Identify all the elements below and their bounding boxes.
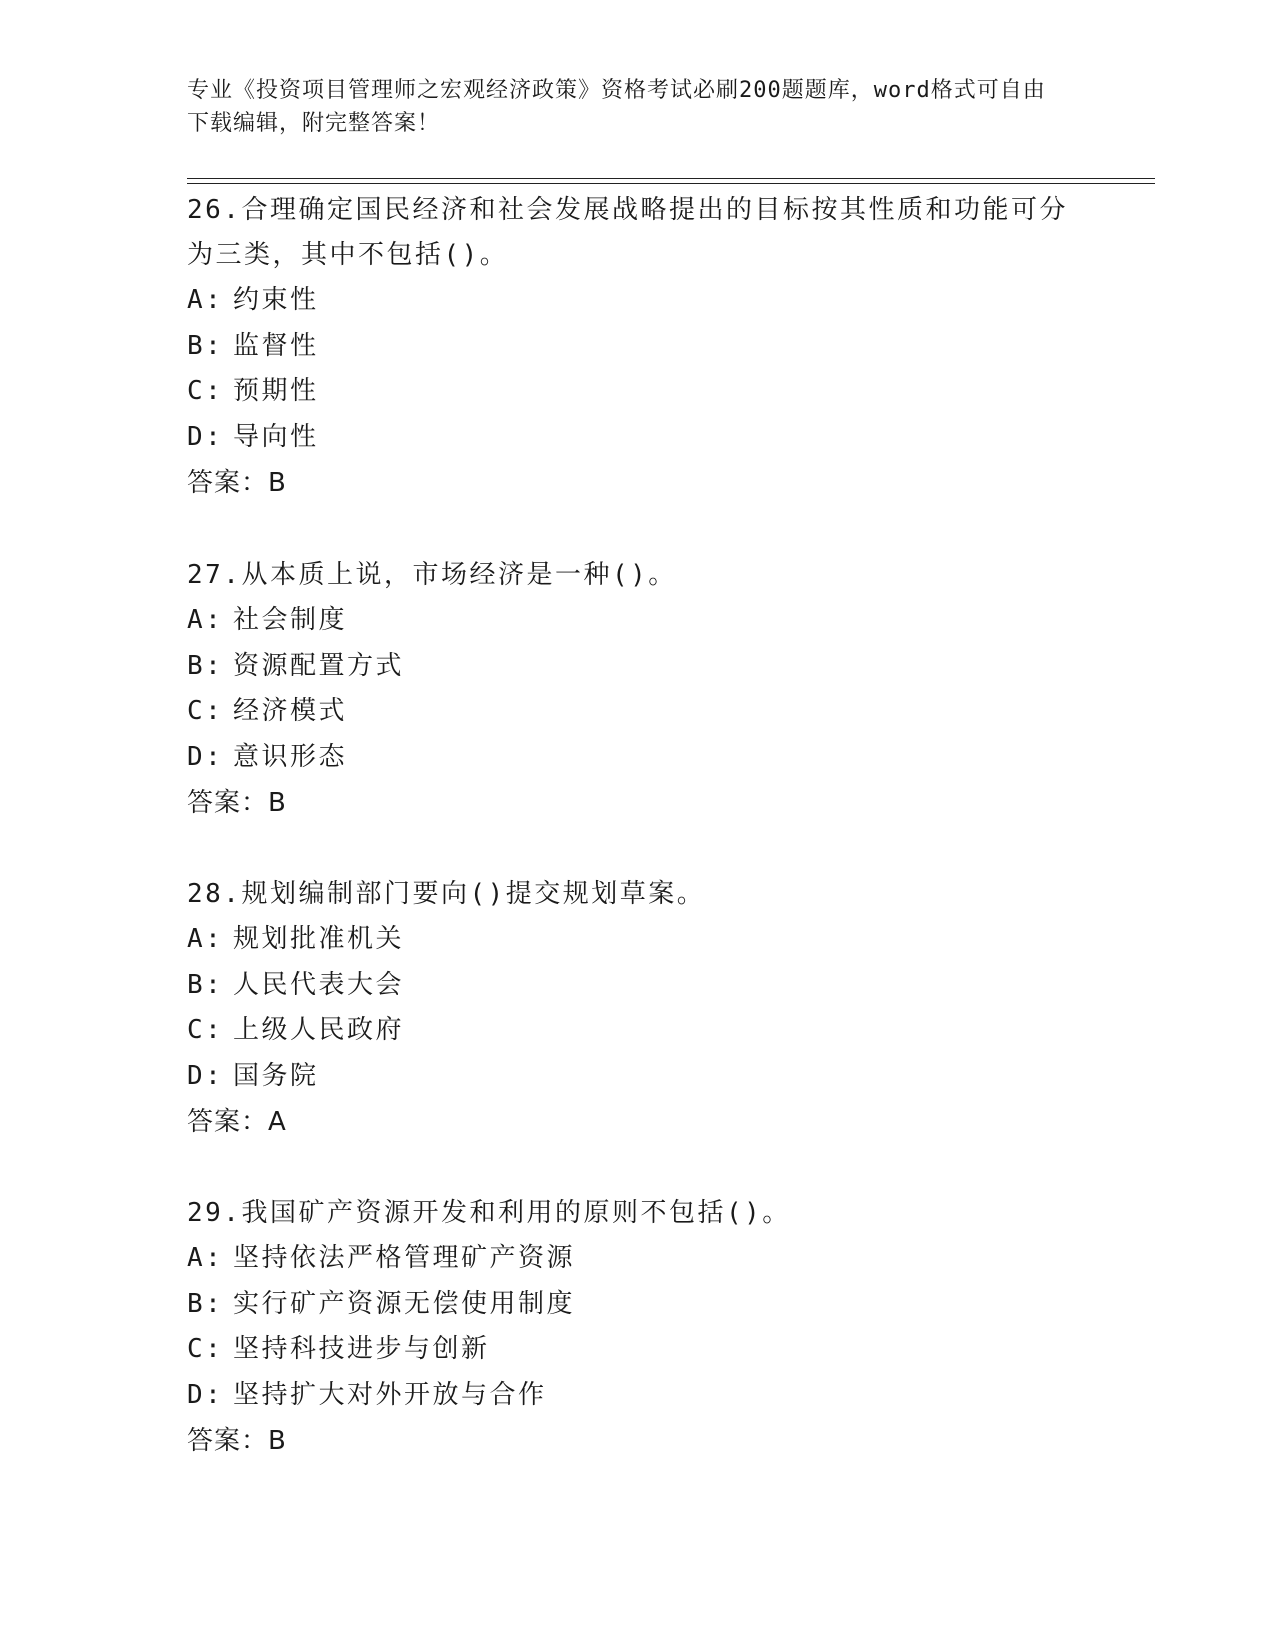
option-b: [187, 963, 1087, 1009]
question-stem: 28.规划编制部门要向()提交规划草案。: [187, 879, 706, 909]
option-text: 上级人民政府: [233, 1015, 405, 1045]
option-c: [187, 689, 1087, 735]
option-letter: B:: [187, 1288, 224, 1319]
option-text: 导向性: [233, 421, 319, 452]
answer: 答案：B: [187, 1426, 287, 1456]
question-stem: 29.我国矿产资源开发和利用的原则不包括()。: [187, 1198, 791, 1228]
option-text: 约束性: [233, 285, 319, 315]
option-text: 资源配置方式: [233, 650, 405, 681]
option-text: 实行矿产资源无偿使用制度: [233, 1288, 576, 1319]
option-text: 国务院: [233, 1060, 319, 1091]
option-b: [187, 324, 1087, 370]
option-letter: D:: [187, 1379, 224, 1410]
question-stem: 27.从本质上说，市场经济是一种()。: [187, 560, 677, 590]
option-text: 坚持科技进步与创新: [233, 1334, 490, 1364]
header-divider-bottom: [187, 183, 1155, 184]
option-text: 坚持依法严格管理矿产资源: [233, 1243, 576, 1273]
option-d: [187, 1373, 1087, 1419]
option-text: 经济模式: [233, 696, 348, 726]
option-letter: C:: [187, 1334, 224, 1364]
option-letter: C:: [187, 376, 224, 406]
option-letter: D:: [187, 1060, 224, 1091]
answer: 答案：A: [187, 1107, 287, 1137]
option-letter: A:: [187, 285, 224, 315]
header-divider-top: [187, 178, 1155, 179]
answer: 答案：B: [187, 788, 287, 818]
option-letter: A:: [187, 605, 224, 635]
option-d: [187, 1054, 1087, 1100]
option-c: [187, 1327, 1087, 1373]
option-letter: D:: [187, 741, 224, 772]
option-letter: C:: [187, 1015, 224, 1045]
option-letter: B:: [187, 969, 224, 1000]
question-28: [187, 872, 1087, 1145]
option-b: [187, 644, 1087, 690]
question-26: [187, 188, 1087, 506]
option-c: [187, 369, 1087, 415]
option-b: [187, 1282, 1087, 1328]
option-a: [187, 598, 1087, 644]
option-letter: C:: [187, 696, 224, 726]
question-27: [187, 553, 1087, 826]
question-stem: 26.合理确定国民经济和社会发展战略提出的目标按其性质和功能可分为三类，其中不包括()。: [187, 195, 1068, 270]
option-letter: A:: [187, 924, 224, 954]
answer: 答案：B: [187, 468, 287, 498]
option-text: 坚持扩大对外开放与合作: [233, 1379, 547, 1410]
option-text: 预期性: [233, 376, 319, 406]
document-header: 专业《投资项目管理师之宏观经济政策》资格考试必刷200题题库，word格式可自由下载编辑，附完整答案！: [187, 78, 1046, 136]
option-text: 意识形态: [233, 741, 348, 772]
option-text: 规划批准机关: [233, 924, 405, 954]
option-text: 人民代表大会: [233, 969, 405, 1000]
option-letter: A:: [187, 1243, 224, 1273]
option-text: 社会制度: [233, 605, 348, 635]
option-a: [187, 1236, 1087, 1282]
option-c: [187, 1008, 1087, 1054]
option-d: [187, 735, 1087, 781]
option-letter: B:: [187, 650, 224, 681]
option-a: [187, 278, 1087, 324]
option-letter: D:: [187, 421, 224, 452]
option-a: [187, 917, 1087, 963]
option-d: [187, 415, 1087, 461]
question-29: [187, 1191, 1087, 1464]
option-letter: B:: [187, 330, 224, 361]
option-text: 监督性: [233, 330, 319, 361]
